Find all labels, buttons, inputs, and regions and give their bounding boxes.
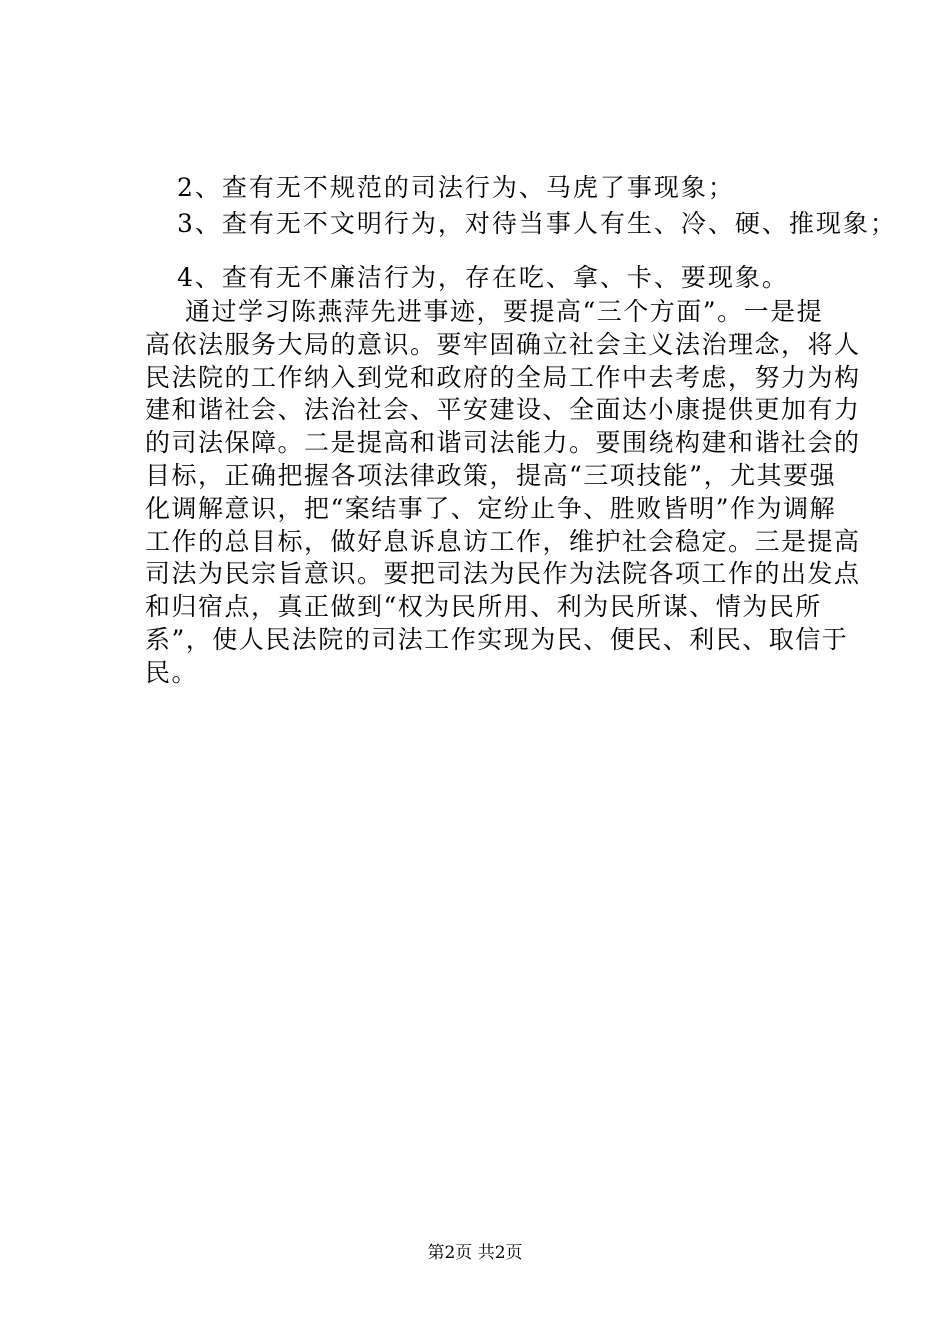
page-footer: 第2页 共2页	[427, 1243, 523, 1263]
paragraph-line: 和归宿点，真正做到“权为民所用、利为民所谋、情为民所	[145, 592, 822, 622]
paragraph-line: 民法院的工作纳入到党和政府的全局工作中去考虑，努力为构	[145, 362, 861, 392]
paragraph-line: 化调解意识，把“案结事了、定纷止争、胜败皆明”作为调解	[145, 493, 837, 523]
paragraph-line: 工作的总目标，做好息诉息访工作，维护社会稳定。三是提高	[145, 526, 861, 556]
paragraph-line: 司法为民宗旨意识。要把司法为民作为法院各项工作的出发点	[145, 559, 861, 589]
paragraph-line: 的司法保障。二是提高和谐司法能力。要围绕构建和谐社会的	[145, 428, 861, 458]
list-item-2: 2、查有无不规范的司法行为、马虎了事现象；	[177, 173, 735, 202]
paragraph-line: 通过学习陈燕萍先进事迹，要提高“三个方面”。一是提	[185, 297, 824, 326]
list-item-3: 3、查有无不文明行为，对待当事人有生、冷、硬、推现象；	[177, 209, 897, 238]
paragraph-line: 建和谐社会、法治社会、平安建设、全面达小康提供更加有力	[145, 395, 861, 425]
paragraph-line: 高依法服务大局的意识。要牢固确立社会主义法治理念，将人	[145, 329, 861, 359]
list-item-4: 4、查有无不廉洁行为，存在吃、拿、卡、要现象。	[177, 263, 789, 292]
paragraph-line: 民。	[145, 657, 199, 687]
paragraph-line: 目标，正确把握各项法律政策，提高“三项技能”，尤其要强	[145, 460, 837, 490]
body-paragraph	[145, 296, 861, 690]
paragraph-line: 系”，使人民法院的司法工作实现为民、便民、利民、取信于	[145, 624, 849, 654]
